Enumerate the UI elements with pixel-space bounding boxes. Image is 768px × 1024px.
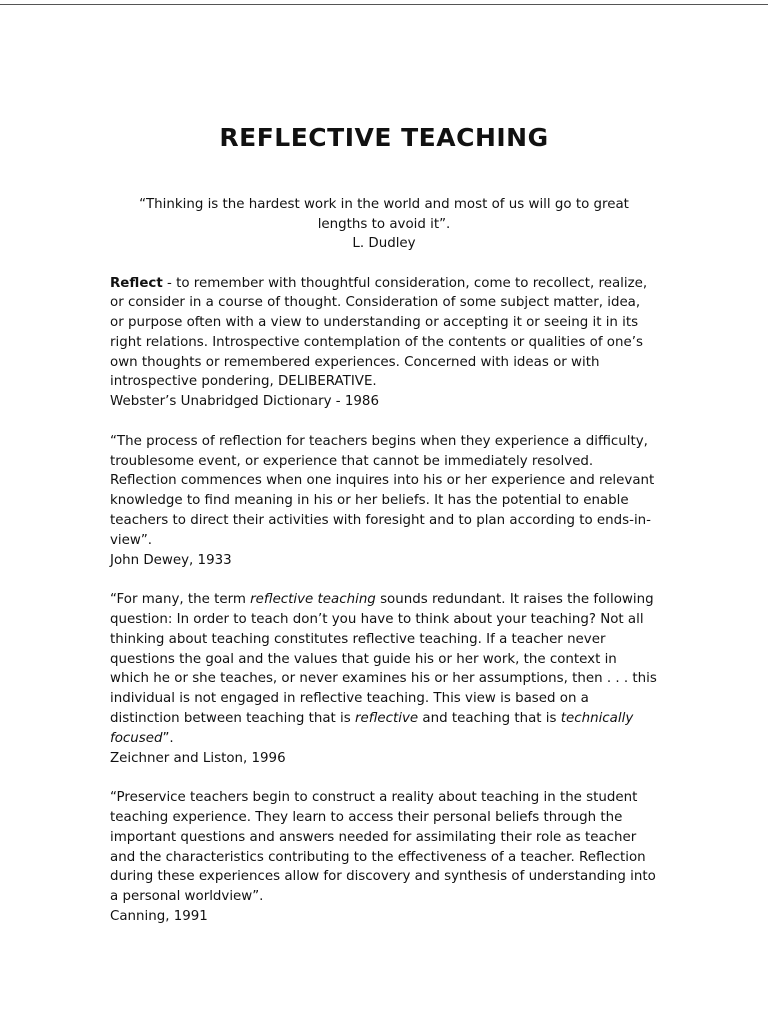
definition-term: Reflect — [110, 275, 163, 291]
definition-source: Webster’s Unabridged Dictionary - 1986 — [110, 394, 379, 410]
page-title: REFLECTIVE TEACHING — [219, 123, 549, 152]
zeichner-quote-text — [110, 590, 658, 748]
zeichner-quote-source: Zeichner and Liston, 1996 — [110, 750, 286, 766]
zeichner-text-part-3: and teaching that is — [418, 711, 561, 727]
definition-body: - to remember with thoughtful consideration, come to recollect, realize, or consider in a course of thought. Consideration of some subject matter, idea, or purpose often with a view to understanding or accepting it or seeing it in its right relations. Introspective contemplation of the contents or qualities of one’s own thoughts or remembered experiences. Concerned with ideas or with introspective pondering, DELIBERATIVE. — [110, 275, 648, 390]
epigraph-author: L. Dudley — [352, 236, 416, 251]
zeichner-italic-reflective: reflective — [355, 711, 419, 727]
canning-quote-source: Canning, 1991 — [110, 909, 208, 924]
zeichner-quote-block — [110, 590, 658, 768]
zeichner-text-part-2: sounds redundant. It raises the following question: In order to teach don’t you have to think about your teaching? Not all thinking about teaching constitutes reflective teaching. If a teacher never questions the goal and the values that guide his or her work, the context in which he or she teaches, or never examines his or her assumptions, then . . . this individual is not engaged in reflective teaching. This view is based on a distinction between teaching that is — [110, 592, 657, 727]
zeichner-text-part-4: ”. — [162, 730, 174, 746]
top-border-line — [0, 4, 768, 5]
zeichner-italic-technically-focused: technically focused — [110, 711, 634, 746]
document-page — [110, 118, 658, 947]
dewey-quote-block — [110, 432, 658, 571]
canning-quote-block — [110, 788, 658, 927]
zeichner-text-part-1: “For many, the term — [110, 592, 251, 608]
dewey-quote-source: John Dewey, 1933 — [110, 552, 232, 568]
zeichner-italic-reflective-teaching: reflective teaching — [250, 592, 376, 608]
epigraph-line-1: “Thinking is the hardest work in the world and most of us will go to great — [139, 197, 629, 212]
definition-text — [110, 274, 658, 393]
epigraph-line-2: lengths to avoid it”. — [317, 216, 451, 232]
dewey-quote-text: “The process of reflection for teachers begins when they experience a difficulty, troublesome event, or experience that cannot be immediately resolved. Reflection commences when one inquires into his or her experience and relevant knowledge to find meaning in his or her beliefs. It has the potential to enable teachers to direct their activities with foresight and to plan according to ends-in-view”. — [110, 433, 655, 548]
canning-quote-text: “Preservice teachers begin to construct a reality about teaching in the student teaching experience. They learn to access their personal beliefs through the important questions and answers needed for assimilating their role as teacher and the characteristics contributing to the effectiveness of a teacher. Reflection during these experiences allow for discovery and synthesis of understanding into a personal worldview”. — [110, 790, 656, 905]
definition-block — [110, 274, 658, 413]
epigraph-quote — [110, 195, 658, 254]
